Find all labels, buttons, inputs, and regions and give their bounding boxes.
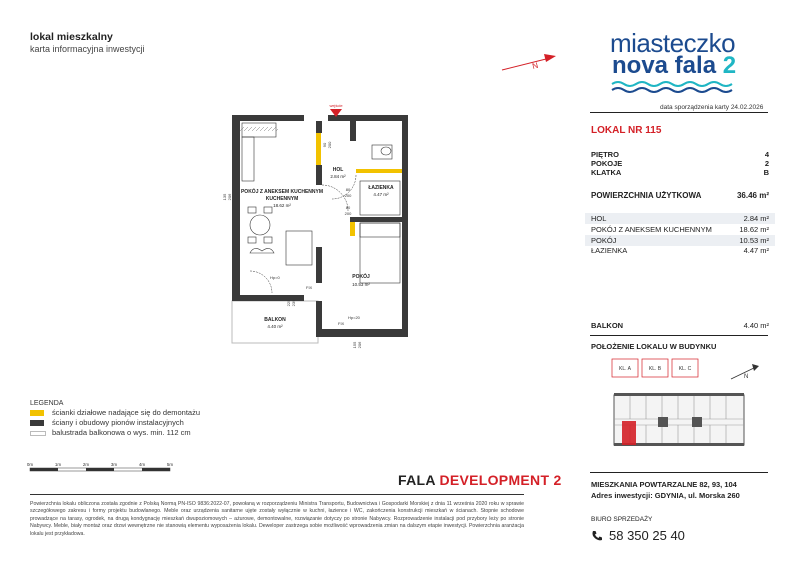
document-subtitle: karta informacyjna inwestycji bbox=[30, 44, 145, 54]
usable-area-row: POWIERZCHNIA UŻYTKOWA 36.46 m² bbox=[591, 191, 769, 200]
logo-number: 2 bbox=[722, 52, 737, 79]
room-label: ŁAZIENKA bbox=[368, 185, 394, 191]
divider bbox=[590, 112, 768, 113]
svg-text:2m: 2m bbox=[82, 462, 90, 467]
north-arrow-icon bbox=[500, 48, 560, 74]
repeat-units: MIESZKANIA POWTARZALNE 82, 93, 104 bbox=[591, 480, 737, 489]
legend-swatch bbox=[30, 410, 44, 416]
svg-text:0m: 0m bbox=[26, 462, 34, 467]
staircase-label: KL. C bbox=[678, 366, 692, 372]
room-area: 4.40 m² bbox=[267, 324, 283, 329]
logo-line1: miasteczko bbox=[610, 28, 736, 58]
room-label: BALKON bbox=[264, 317, 286, 323]
info-row-staircase: KLATKA B bbox=[591, 168, 769, 177]
svg-text:200: 200 bbox=[344, 193, 352, 198]
divider bbox=[590, 335, 768, 336]
room-row: POKÓJ Z ANEKSEM KUCHENNYM 18.62 m² bbox=[591, 225, 769, 234]
developer-logo: FALA DEVELOPMENT 2 bbox=[398, 472, 562, 488]
room-area: 18.62 m² bbox=[273, 203, 291, 208]
svg-text:206: 206 bbox=[227, 193, 232, 201]
phone-icon bbox=[591, 530, 603, 542]
svg-text:FIX: FIX bbox=[306, 285, 313, 290]
location-title: POŁOŻENIE LOKALU W BUDYNKU bbox=[591, 342, 717, 351]
room-row: HOL 2.84 m² bbox=[591, 214, 769, 223]
staircase-label: KL. B bbox=[648, 366, 662, 372]
room-area: 10.53 m² bbox=[352, 282, 370, 287]
svg-text:225: 225 bbox=[286, 299, 291, 307]
svg-text:135: 135 bbox=[222, 193, 227, 201]
svg-text:80: 80 bbox=[345, 187, 351, 192]
room-area: 4.47 m² bbox=[373, 192, 389, 197]
legend-item: balustrada balkonowa o wys. min. 112 cm bbox=[52, 428, 191, 437]
svg-text:200: 200 bbox=[344, 211, 352, 216]
legend-title: LEGENDA bbox=[30, 400, 64, 407]
svg-text:5m: 5m bbox=[166, 462, 174, 467]
legend-item: ściany i obudowy pionów instalacyjnych bbox=[52, 418, 184, 427]
svg-text:1m: 1m bbox=[54, 462, 62, 467]
logo-line2 bbox=[612, 52, 736, 80]
building-location-map bbox=[596, 355, 776, 455]
room-area: 2.84 m² bbox=[330, 174, 346, 179]
svg-text:155: 155 bbox=[352, 341, 357, 349]
room-row: POKÓJ 10.53 m² bbox=[591, 236, 769, 245]
room-label: HOL bbox=[332, 167, 344, 173]
scale-bar bbox=[28, 460, 178, 474]
north-label: N bbox=[531, 60, 540, 71]
floor-plan bbox=[210, 105, 430, 353]
svg-text:Hp=20: Hp=20 bbox=[348, 315, 360, 320]
divider bbox=[590, 472, 768, 473]
divider bbox=[30, 494, 524, 495]
room-label: POKÓJ bbox=[352, 274, 370, 280]
svg-text:90: 90 bbox=[322, 142, 327, 148]
sales-phone[interactable]: 58 350 25 40 bbox=[609, 528, 685, 543]
info-row-floor: PIĘTRO 4 bbox=[591, 150, 769, 159]
svg-text:FIX: FIX bbox=[338, 321, 345, 326]
info-row-rooms: POKOJE 2 bbox=[591, 159, 769, 168]
entrance-label: wejście bbox=[329, 103, 343, 108]
svg-text:N: N bbox=[744, 374, 749, 380]
svg-text:KUCHENNYM: KUCHENNYM bbox=[265, 196, 299, 202]
legend-swatch bbox=[30, 431, 46, 436]
date-line: data sporządzenia karty 24.02.2026 bbox=[660, 104, 764, 111]
fineprint: Powierzchnia lokalu obliczona została zgodnie z Polską Normą PN-ISO 9836:2022-07, powołaną w rozporządzeniu Ministra Transportu, Budownictwa i Gospodarki Morskiej z dnia 11 września 2020 roku w sprawie szczegółowego zakresu i formy projektu budowlanego. Meble oraz urządzenia sanitarne ujęte zostały wyłącznie w kuchni, łazience i WC, zakończenia konstrukcji mieszkań w ścianach. Stopnie schodowe prowadzące na tarasy, ogrodek, na drugą kondygnację mieszkań dwupoziomowych – ażurowe, demontowalne, rozwiązanie dotyczy po stronie Nabywcy. Rozprowadzenie instalacji pod przybory leży po stronie Nabywcy. Meble, biały montaż oraz drzwi wewnętrzne nie stanowią elementu wyposażenia lokalu. Deweloper zastrzega sobie możliwość wprowadzenia zmian na dalszym etapie inwestycji. Powierzchnia aranżacja lokalu jest przykładowa. bbox=[30, 501, 524, 537]
legend-swatch bbox=[30, 420, 44, 426]
investment-address: Adres inwestycji: GDYNIA, ul. Morska 260 bbox=[591, 491, 740, 500]
svg-text:Hp=0: Hp=0 bbox=[270, 275, 280, 280]
unit-title: LOKAL NR 115 bbox=[591, 125, 662, 136]
logo-name: nova fala bbox=[612, 52, 717, 79]
legend-item: ścianki działowe nadające się do demontażu bbox=[52, 408, 201, 417]
svg-text:200: 200 bbox=[327, 141, 332, 149]
sales-label: BIURO SPRZEDAŻY bbox=[591, 516, 653, 523]
room-row: ŁAZIENKA 4.47 m² bbox=[591, 246, 769, 255]
svg-text:206: 206 bbox=[357, 341, 362, 349]
unit-highlight bbox=[622, 421, 636, 445]
logo-waves-icon bbox=[612, 81, 742, 93]
svg-text:3m: 3m bbox=[110, 462, 118, 467]
location-north-icon bbox=[731, 364, 759, 380]
svg-text:4m: 4m bbox=[138, 462, 146, 467]
svg-text:80: 80 bbox=[345, 205, 351, 210]
svg-text:239: 239 bbox=[291, 299, 296, 307]
staircase-label: KL. A bbox=[619, 366, 631, 372]
document-title: lokal mieszkalny bbox=[30, 31, 113, 43]
room-label: POKÓJ Z ANEKSEM KUCHENNYM bbox=[240, 189, 324, 195]
balcony-row: BALKON 4.40 m² bbox=[591, 321, 769, 330]
